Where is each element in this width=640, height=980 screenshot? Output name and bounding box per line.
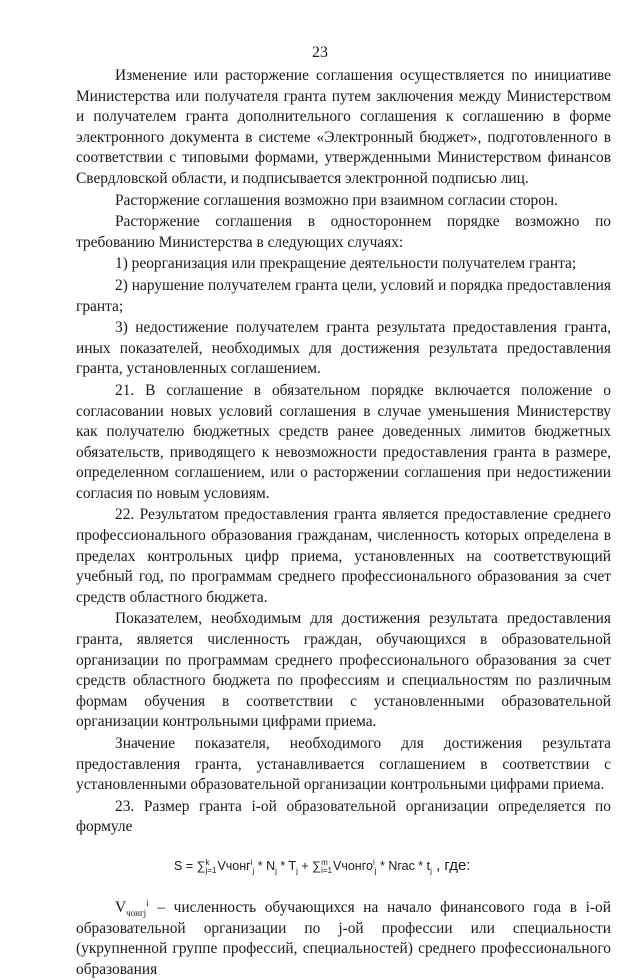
formula-t: T (288, 858, 297, 873)
document-body (76, 66, 611, 980)
variable-symbol: V (115, 898, 127, 916)
formula-small-t: t (426, 858, 431, 873)
formula-sum-2-limits: m i=1 (321, 857, 332, 875)
list-item-3: 3) недостижение получателем гранта результата предоставления гранта, иных показателей, необходимых для достижения результата предоставления гранта, установленных соглашением. (76, 319, 611, 378)
paragraph-clause-21: 21. В соглашение в обязательном порядке включается положение о согласовании новых условий соглашения в случае уменьшения Министерству как получателю бюджетных средств ранее доведенных лимитов бюджетных обязательств, приводящего к невозможности предоставления гранта в размере, определенном соглашением, или о расторжении соглашения при недостижении согласия по новым условиям. (76, 381, 611, 502)
formula-where: , где: (431, 856, 471, 874)
grant-formula: S = ∑ k j=1 Vчонг$^i_j$ * $N_j * T_j$ + ∑ m i=1 Vчонго$^i_j$ * Nгас * $t_j$ , где: (174, 856, 471, 876)
formula-sum-1-limits: k j=1 (205, 857, 217, 875)
formula-nrac: Nгас (388, 858, 415, 873)
formula-n: N (266, 858, 276, 873)
paragraph-indicator: Показателем, необходимым для достижения результата предоставления гранта, является численность граждан, обучающихся в образовательной организации по программам среднего профессионального образования за счет средств областного бюджета по профессиям и специальностям по различным формам обучения в соответствии с установленными образовательной организации контрольными цифрами приема. (76, 610, 611, 731)
list-item-2: 2) нарушение получателем гранта цели, условий и порядка предоставления гранта; (76, 276, 611, 315)
paragraph-clause-22: 22. Результатом предоставления гранта является предоставление среднего профессионального образования гражданам, численность которых определена в пределах контрольных цифр приема, установленных на соответствующий учебный год, по программам среднего профессионального образования за счет средств областного бюджета. (76, 506, 611, 606)
formula-sum-1: ∑ (196, 858, 206, 873)
page-number: 23 (312, 44, 328, 61)
formula-sum-2: ∑ (312, 858, 322, 873)
paragraph-amendment: Изменение или расторжение соглашения осуществляется по инициативе Министерства или получателя гранта путем заключения между Министерством и получателем гранта дополнительного соглашения к соглашению в форме электронного документа в системе «Электронный бюджет», подготовленного в соответствии с типовыми формами, утвержденными Министерством финансов Свердловской области, и подписывается электронной подписью лиц. (76, 67, 611, 187)
formula-term-1: Vчонг (217, 858, 251, 873)
variable-description: – численность обучающихся на начало финансового года в i-ой образовательной организации по j-ой профессии или специальности (укрупненной группе профессий, специальностей) среднего профессионального образования (76, 898, 611, 978)
variable-definition: $V_{чонгj}^i$ – численность обучающихся на начало финансового года в i-ой образовательной организации по j-ой профессии или специальности (укрупненной группе профессий, специальностей) среднего профессионального образования (76, 897, 611, 978)
formula-lhs: S = (174, 858, 194, 873)
paragraph-mutual-termination: Расторжение соглашения возможно при взаимном согласии сторон. (115, 191, 559, 209)
list-item-1: 1) реорганизация или прекращение деятельности получателем гранта; (115, 255, 577, 273)
paragraph-clause-23: 23. Размер гранта i-ой образовательной организации определяется по формуле (76, 797, 611, 836)
paragraph-unilateral-termination: Расторжение соглашения в одностороннем порядке возможно по требованию Министерства в следующих случаях: (76, 213, 611, 251)
paragraph-indicator-value: Значение показателя, необходимого для достижения результата предоставления гранта, устанавливается соглашением в соответствии с установленными образовательной организации контрольными цифрами приема. (76, 735, 611, 794)
formula-term-2: Vчонго (332, 858, 373, 873)
